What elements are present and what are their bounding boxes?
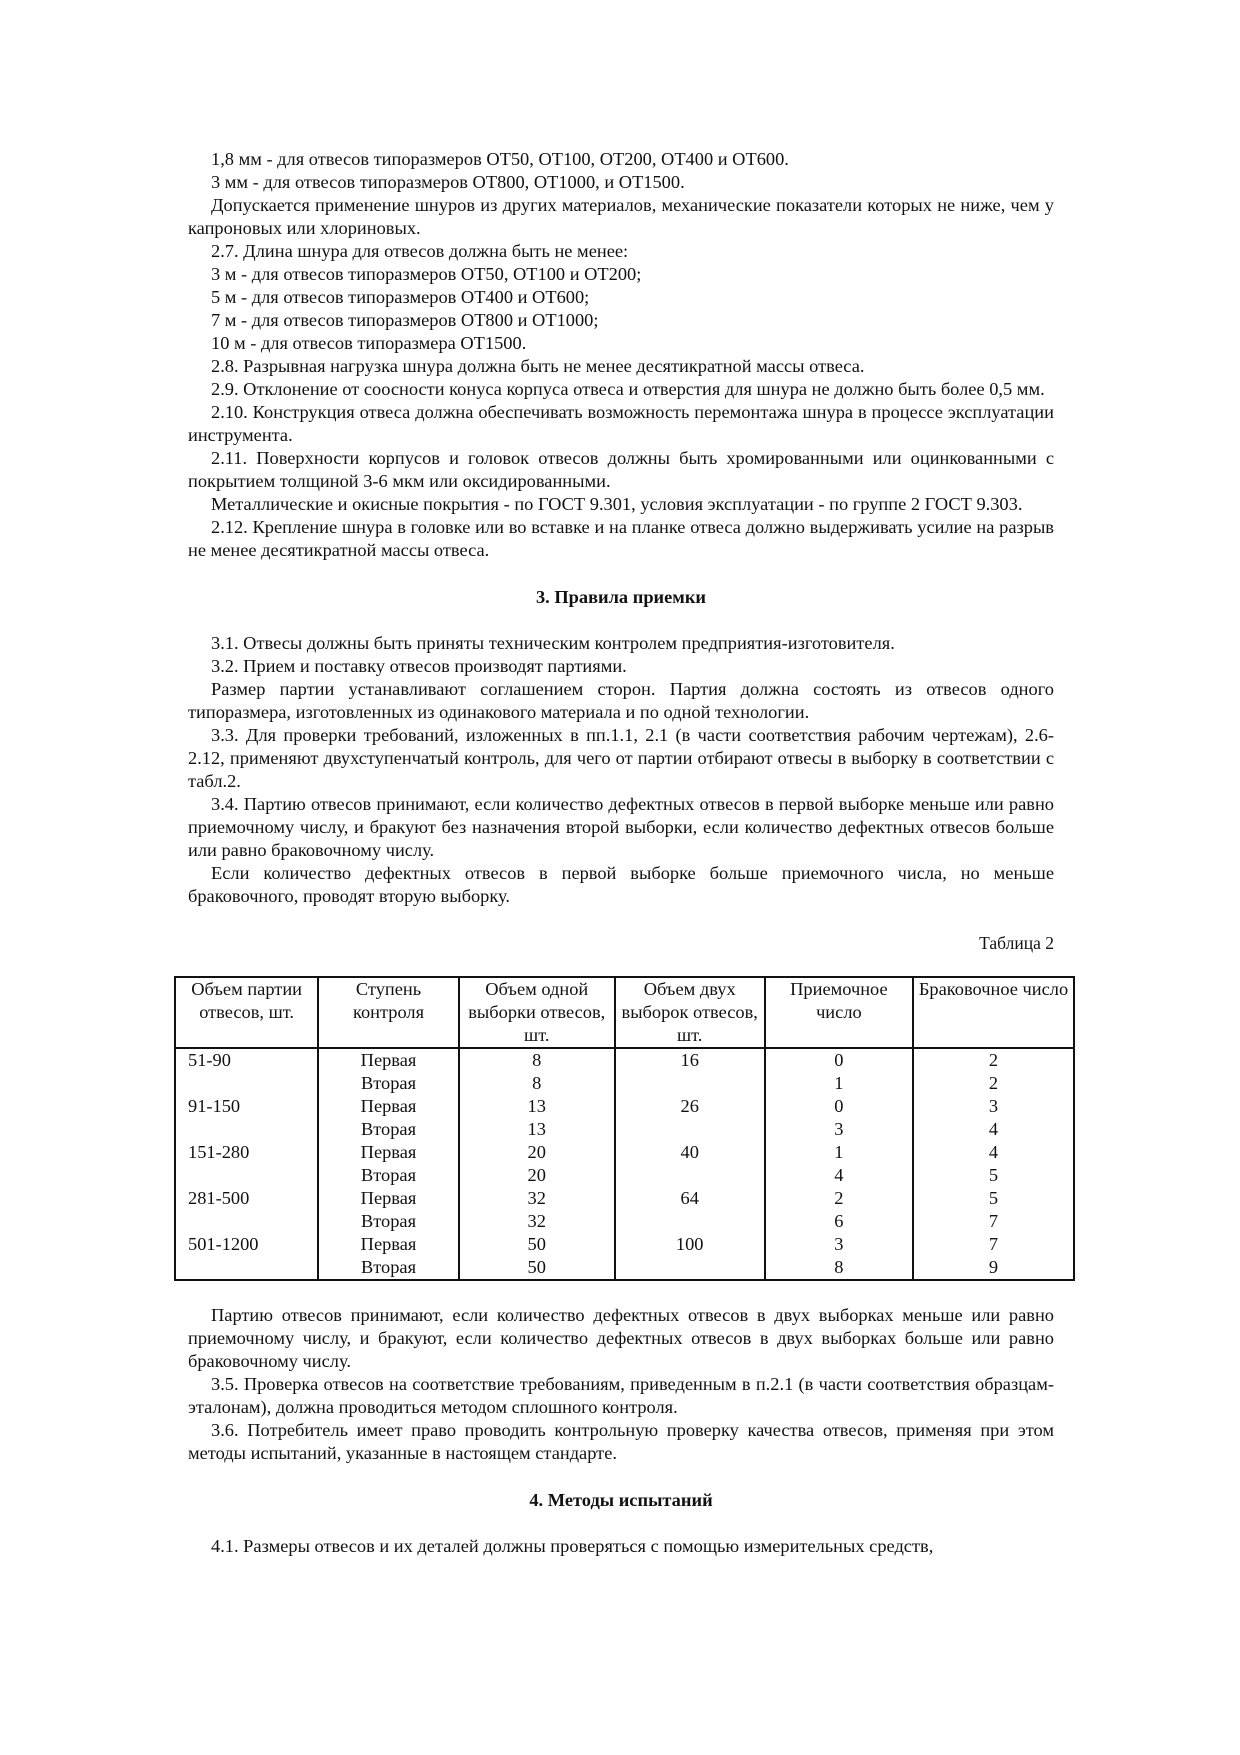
cell-lot-size: 501-1200 xyxy=(175,1233,318,1256)
paragraph: 2.9. Отклонение от соосности конуса корпуса отвеса и отверстия для шнура не должно быть более 0,5 мм. xyxy=(211,379,1045,399)
cell-one-sample: 8 xyxy=(459,1048,615,1072)
paragraph: 5 м - для отвесов типоразмеров ОТ400 и ОТ600; xyxy=(211,287,590,307)
cell-one-sample: 20 xyxy=(459,1141,615,1164)
cell-one-sample: 20 xyxy=(459,1164,615,1187)
cell-rejection: 3 xyxy=(913,1095,1074,1118)
header-lot-size: Объем партии отвесов, шт. xyxy=(175,977,318,1048)
table-row xyxy=(175,1118,1074,1141)
section-3-paragraphs xyxy=(188,632,1054,908)
cell-two-samples xyxy=(615,1210,765,1233)
cell-two-samples xyxy=(615,1118,765,1141)
after-table-paragraphs xyxy=(188,1304,1054,1465)
cell-one-sample: 50 xyxy=(459,1233,615,1256)
table-header-row xyxy=(175,977,1074,1048)
cell-acceptance: 4 xyxy=(765,1164,913,1187)
cell-two-samples: 26 xyxy=(615,1095,765,1118)
paragraph: 2.10. Конструкция отвеса должна обеспечивать возможность перемонтажа шнура в процессе эксплуатации инструмента. xyxy=(188,402,1054,445)
paragraph: 2.7. Длина шнура для отвесов должна быть не менее: xyxy=(211,241,629,261)
table-row xyxy=(175,1187,1074,1210)
cell-acceptance: 0 xyxy=(765,1048,913,1072)
cell-rejection: 5 xyxy=(913,1164,1074,1187)
paragraph: 3.1. Отвесы должны быть приняты техническим контролем предприятия-изготовителя. xyxy=(211,633,895,653)
section-3-heading: 3. Правила приемки xyxy=(535,587,707,607)
paragraph: 3.2. Прием и поставку отвесов производят партиями. xyxy=(211,656,627,676)
cell-lot-size xyxy=(175,1164,318,1187)
cell-acceptance: 3 xyxy=(765,1118,913,1141)
paragraph: 7 м - для отвесов типоразмеров ОТ800 и ОТ1000; xyxy=(211,310,599,330)
cell-lot-size: 91-150 xyxy=(175,1095,318,1118)
cell-control-stage: Первая xyxy=(318,1141,459,1164)
cell-one-sample: 8 xyxy=(459,1072,615,1095)
cell-lot-size: 51-90 xyxy=(175,1048,318,1072)
table-2 xyxy=(174,976,1075,1281)
cell-control-stage: Вторая xyxy=(318,1072,459,1095)
cell-acceptance: 2 xyxy=(765,1187,913,1210)
cell-one-sample: 32 xyxy=(459,1187,615,1210)
paragraph: 4.1. Размеры отвесов и их деталей должны проверяться с помощью измерительных средств, xyxy=(211,1536,934,1556)
cell-two-samples: 64 xyxy=(615,1187,765,1210)
cell-lot-size: 281-500 xyxy=(175,1187,318,1210)
paragraph: Если количество дефектных отвесов в первой выборке больше приемочного числа, но меньше браковочного, проводят вторую выборку. xyxy=(188,863,1054,906)
cell-rejection: 2 xyxy=(913,1048,1074,1072)
cell-rejection: 7 xyxy=(913,1233,1074,1256)
header-control-stage: Ступень контроля xyxy=(318,977,459,1048)
cell-control-stage: Первая xyxy=(318,1187,459,1210)
cell-two-samples xyxy=(615,1164,765,1187)
table-row xyxy=(175,1233,1074,1256)
cell-one-sample: 13 xyxy=(459,1118,615,1141)
cell-rejection: 5 xyxy=(913,1187,1074,1210)
cell-lot-size xyxy=(175,1210,318,1233)
cell-rejection: 9 xyxy=(913,1256,1074,1280)
cell-control-stage: Первая xyxy=(318,1048,459,1072)
header-one-sample-size: Объем одной выборки отвесов, шт. xyxy=(459,977,615,1048)
cell-control-stage: Первая xyxy=(318,1233,459,1256)
paragraph: 1,8 мм - для отвесов типоразмеров ОТ50, ОТ100, ОТ200, ОТ400 и ОТ600. xyxy=(211,149,789,169)
paragraph: Металлические и окисные покрытия - по ГОСТ 9.301, условия эксплуатации - по группе 2 ГОСТ 9.303. xyxy=(211,494,1023,514)
table-row xyxy=(175,1210,1074,1233)
table-caption: Таблица 2 xyxy=(979,933,1054,953)
cell-two-samples xyxy=(615,1256,765,1280)
cell-acceptance: 3 xyxy=(765,1233,913,1256)
paragraph: 3.6. Потребитель имеет право проводить контрольную проверку качества отвесов, применяя при этом методы испытаний, указанные в настоящем стандарте. xyxy=(188,1420,1054,1463)
cell-rejection: 4 xyxy=(913,1118,1074,1141)
table-row xyxy=(175,1095,1074,1118)
cell-two-samples: 40 xyxy=(615,1141,765,1164)
cell-control-stage: Первая xyxy=(318,1095,459,1118)
section-4-paragraphs xyxy=(188,1535,1054,1558)
cell-one-sample: 13 xyxy=(459,1095,615,1118)
cell-acceptance: 1 xyxy=(765,1072,913,1095)
header-acceptance-number: Приемочное число xyxy=(765,977,913,1048)
cell-acceptance: 6 xyxy=(765,1210,913,1233)
cell-control-stage: Вторая xyxy=(318,1118,459,1141)
cell-lot-size xyxy=(175,1118,318,1141)
table-row xyxy=(175,1048,1074,1072)
cell-two-samples xyxy=(615,1072,765,1095)
cell-one-sample: 50 xyxy=(459,1256,615,1280)
cell-control-stage: Вторая xyxy=(318,1256,459,1280)
cell-two-samples: 100 xyxy=(615,1233,765,1256)
paragraph: 3.3. Для проверки требований, изложенных в пп.1.1, 2.1 (в части соответствия рабочим чертежам), 2.6-2.12, применяют двухступенчатый контроль, для чего от партии отбирают отвесы в выборку в соответствии с табл.2. xyxy=(188,725,1054,791)
paragraph: 2.12. Крепление шнура в головке или во вставке и на планке отвеса должно выдерживать усилие на разрыв не менее десятикратной массы отвеса. xyxy=(188,517,1054,560)
cell-acceptance: 8 xyxy=(765,1256,913,1280)
paragraph: Партию отвесов принимают, если количество дефектных отвесов в двух выборках меньше или равно приемочному числу, и бракуют, если количество дефектных отвесов в двух выборках больше или равно браковочному числу. xyxy=(188,1305,1054,1371)
cell-rejection: 4 xyxy=(913,1141,1074,1164)
cell-lot-size xyxy=(175,1072,318,1095)
paragraph: 3 м - для отвесов типоразмеров ОТ50, ОТ100 и ОТ200; xyxy=(211,264,642,284)
paragraph: 3.5. Проверка отвесов на соответствие требованиям, приведенным в п.2.1 (в части соответствия образцам-эталонам), должна проводиться методом сплошного контроля. xyxy=(188,1374,1054,1417)
table-row xyxy=(175,1256,1074,1280)
paragraph: 10 м - для отвесов типоразмера ОТ1500. xyxy=(211,333,527,353)
paragraph: 2.11. Поверхности корпусов и головок отвесов должны быть хромированными или оцинкованными с покрытием толщиной 3-6 мкм или оксидированными. xyxy=(188,448,1054,491)
paragraph: 2.8. Разрывная нагрузка шнура должна быть не менее десятикратной массы отвеса. xyxy=(211,356,865,376)
cell-control-stage: Вторая xyxy=(318,1210,459,1233)
table-body xyxy=(175,1048,1074,1280)
paragraph: Размер партии устанавливают соглашением сторон. Партия должна состоять из отвесов одного типоразмера, изготовленных из одинакового материала и по одной технологии. xyxy=(188,679,1054,722)
table-row xyxy=(175,1072,1074,1095)
table-row xyxy=(175,1164,1074,1187)
cell-lot-size xyxy=(175,1256,318,1280)
document-page xyxy=(188,148,1069,1558)
cell-two-samples: 16 xyxy=(615,1048,765,1072)
cell-acceptance: 1 xyxy=(765,1141,913,1164)
cell-acceptance: 0 xyxy=(765,1095,913,1118)
cell-rejection: 2 xyxy=(913,1072,1074,1095)
table-row xyxy=(175,1141,1074,1164)
section-4-heading: 4. Методы испытаний xyxy=(529,1490,713,1510)
cell-rejection: 7 xyxy=(913,1210,1074,1233)
paragraph: 3 мм - для отвесов типоразмеров ОТ800, ОТ1000, и ОТ1500. xyxy=(211,172,685,192)
header-two-samples-size: Объем двух выборок отвесов, шт. xyxy=(615,977,765,1048)
paragraph: Допускается применение шнуров из других материалов, механические показатели которых не ниже, чем у капроновых или хлориновых. xyxy=(188,195,1054,238)
cell-control-stage: Вторая xyxy=(318,1164,459,1187)
cell-lot-size: 151-280 xyxy=(175,1141,318,1164)
cell-one-sample: 32 xyxy=(459,1210,615,1233)
paragraph: 3.4. Партию отвесов принимают, если количество дефектных отвесов в первой выборке меньше или равно приемочному числу, и бракуют без назначения второй выборки, если количество дефектных отвесов больше или равно браковочному числу. xyxy=(188,794,1054,860)
paragraphs-top xyxy=(188,148,1054,562)
header-rejection-number: Браковочное число xyxy=(913,977,1074,1048)
